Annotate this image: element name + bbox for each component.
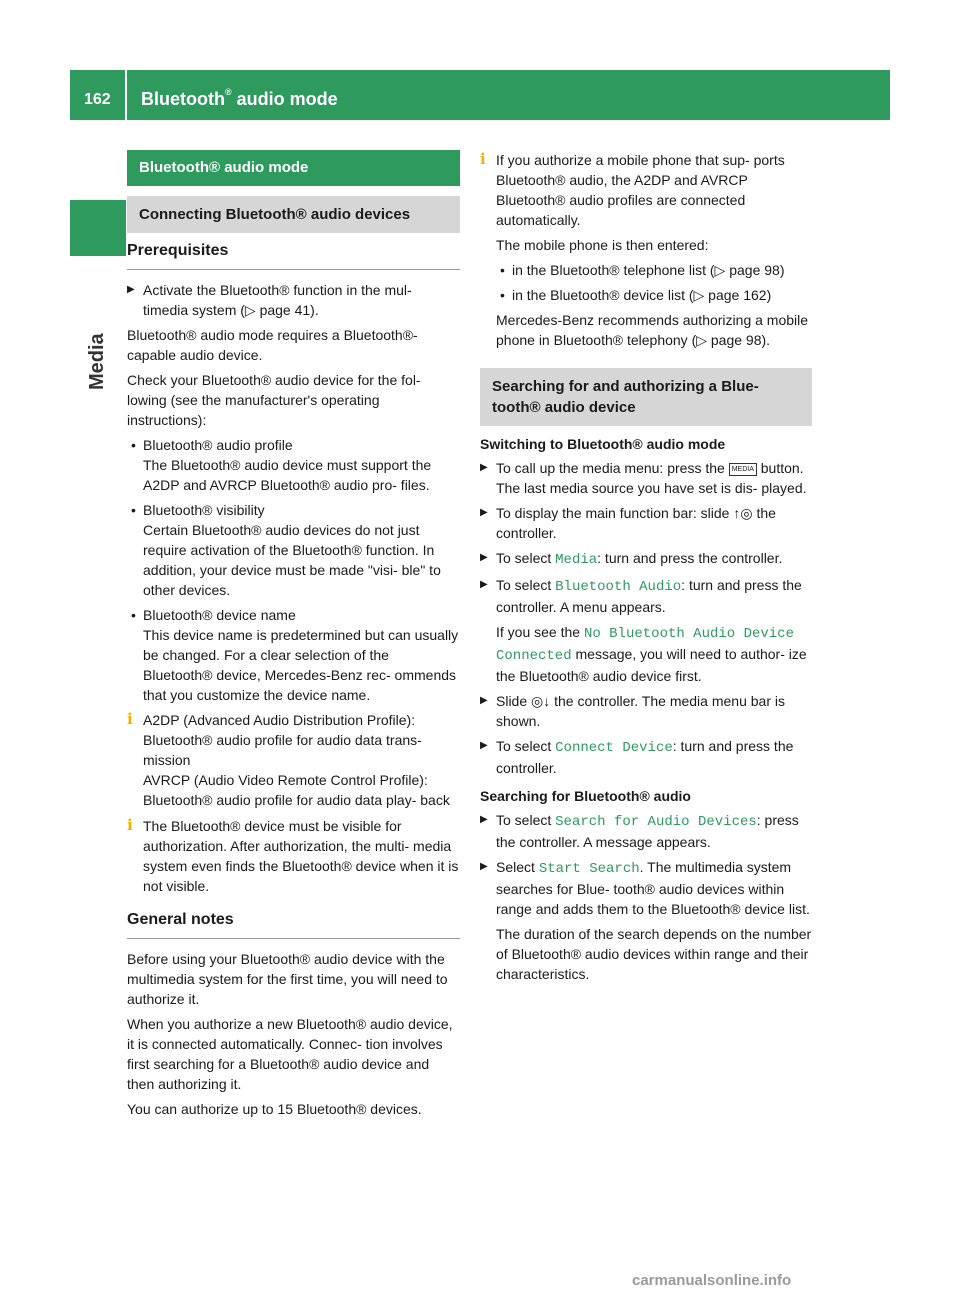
subsection-title: Connecting Bluetooth® audio devices — [127, 196, 460, 233]
header-divider — [125, 70, 127, 120]
side-tab — [86, 310, 110, 400]
bullet-device-list: • in the Bluetooth® device list (▷ page 162) — [496, 285, 812, 305]
page-number: 162 — [84, 91, 111, 108]
info-icon: i — [127, 710, 133, 728]
step-slide: ▶ Slide ◎↓ the controller. The media menu bar is shown. — [480, 691, 812, 731]
bullet-visibility-title: • Bluetooth® visibility — [143, 502, 265, 518]
info-note-profiles — [127, 710, 460, 810]
searching-heading: Searching for Bluetooth® audio — [480, 788, 691, 804]
switching-heading: Switching to Bluetooth® audio mode — [480, 436, 726, 452]
step-search-devices: ▶ To select Search for Audio Devices: press the controller. A message appears. — [480, 810, 812, 852]
bullet-device-name-title: • Bluetooth® device name — [143, 607, 296, 623]
page-header-title: Bluetooth® audio mode — [141, 87, 338, 109]
watermark: carmanualsonline.info — [632, 1272, 792, 1289]
paragraph-requires: Bluetooth® audio mode requires a Bluetooth®- capable audio device. — [127, 327, 418, 363]
info-visible-text: The Bluetooth® device must be visible for authorization. After authorization, the multi- media system even finds the Bluetooth® device when it is not visible. — [143, 818, 459, 894]
bullet-device-name-text: This device name is predetermined but can usually be changed. For a clear selection of the Bluetooth® device, Mercedes-Benz rec- ommends that you customize the device name. — [143, 627, 459, 703]
step-connect-device: ▶ To select Connect Device: turn and press the controller. — [480, 736, 812, 778]
right-column — [480, 150, 812, 989]
info-mobile-text: If you authorize a mobile phone that sup- ports Bluetooth® audio, the A2DP and AVRCP Bluetooth® audio profiles are connected automatically. — [496, 152, 785, 228]
paragraph-check: Check your Bluetooth® audio device for the fol- lowing (see the manufacturer's operating instructions): — [127, 372, 421, 428]
info-a2dp: A2DP (Advanced Audio Distribution Profile): Bluetooth® audio profile for audio data trans- mission — [143, 712, 422, 768]
info-mobile-entered: The mobile phone is then entered: — [496, 237, 709, 253]
step-function-bar: ▶ To display the main function bar: slide ↑◎ the controller. — [480, 503, 812, 543]
side-tab-label: Media — [86, 333, 108, 390]
general-notes-heading: General notes — [127, 910, 460, 939]
search-section-title: Searching for and authorizing a Blue- tooth® audio device — [480, 368, 812, 426]
step-media-menu: ▶ To call up the media menu: press the MEDIA button. The last media source you have set is dis- played. — [480, 458, 812, 498]
general-note-2: When you authorize a new Bluetooth® audio device, it is connected automatically. Connec- tion involves first searching for a Bluetooth® audio device and then authorizing it. — [127, 1016, 453, 1092]
info-note-mobile — [480, 150, 812, 350]
bullet-profile-title: • Bluetooth® audio profile — [143, 437, 293, 453]
section-title: Bluetooth® audio mode — [127, 150, 460, 186]
info-avrcp: AVRCP (Audio Video Remote Control Profile): Bluetooth® audio profile for audio data play- back — [143, 772, 450, 808]
step-select-bt-audio: ▶ To select Bluetooth Audio: turn and press the controller. A menu appears. — [480, 575, 812, 617]
bullet-visibility-text: Certain Bluetooth® audio devices do not just require activation of the Bluetooth® function. In addition, your device must be made "visi- ble" to other devices. — [143, 522, 441, 598]
info-icon: i — [127, 816, 133, 834]
bullet-telephone-list: • in the Bluetooth® telephone list (▷ page 98) — [496, 260, 812, 280]
info-note-visible — [127, 816, 460, 896]
search-duration-note: The duration of the search depends on the number of Bluetooth® audio devices within range and their characteristics. — [496, 926, 812, 982]
note-no-device: If you see the No Bluetooth Audio Device Connected message, you will need to author- ize the Bluetooth® audio device first. — [496, 624, 807, 684]
bullet-profile — [127, 435, 460, 495]
step-activate: ▶ Activate the Bluetooth® function in the mul- timedia system (▷ page 41). — [127, 280, 460, 320]
bullet-device-name — [127, 605, 460, 705]
general-note-1: Before using your Bluetooth® audio device with the multimedia system for the first time, you will need to authorize it. — [127, 951, 448, 1007]
step-select-media: ▶ To select Media: turn and press the controller. — [480, 548, 812, 570]
left-column — [127, 150, 460, 1124]
prerequisites-heading: Prerequisites — [127, 241, 460, 270]
side-tab-marker — [70, 200, 126, 256]
bullet-profile-text: The Bluetooth® audio device must support the A2DP and AVRCP Bluetooth® audio pro- files. — [143, 457, 432, 493]
media-button-icon: MEDIA — [729, 463, 757, 476]
general-note-3: You can authorize up to 15 Bluetooth® devices. — [127, 1101, 422, 1117]
step-start-search: ▶ Select Start Search. The multimedia system searches for Blue- tooth® audio devices within range and adds them to the Bluetooth® device list. — [480, 857, 812, 919]
info-mobile-recommend: Mercedes-Benz recommends authorizing a mobile phone in Bluetooth® telephony (▷ page 98). — [496, 312, 809, 348]
bullet-visibility — [127, 500, 460, 600]
info-icon: i — [480, 150, 486, 168]
